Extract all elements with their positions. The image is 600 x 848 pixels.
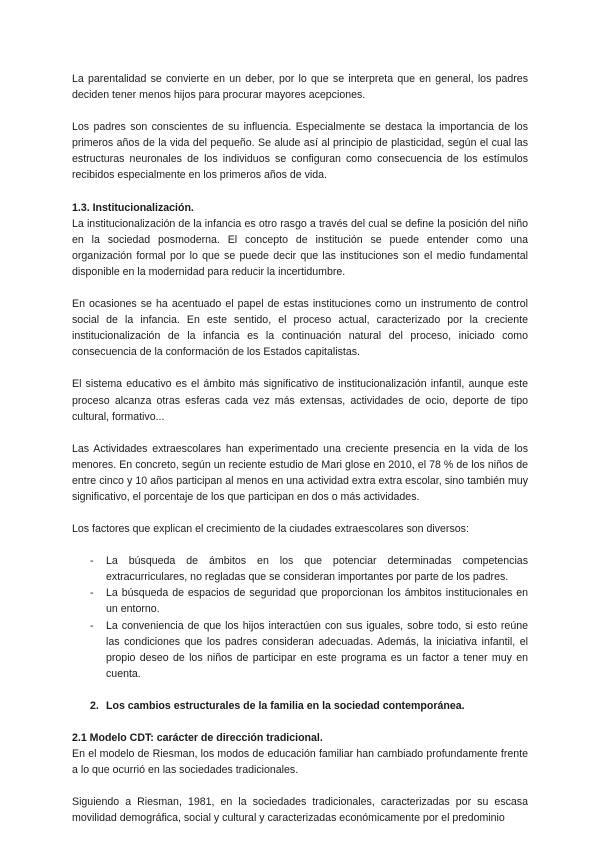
heading-text: Los cambios estructurales de la familia en la sociedad contemporánea. — [106, 699, 465, 712]
paragraph-factores: Los factores que explican el crecimiento de la ciudades extraescolares son diversos: — [72, 523, 469, 536]
heading-number: 2. — [90, 699, 99, 712]
paragraph-riesman: En el modelo de Riesman, los modos de educación familiar han cambiado profundamente frente a lo que ocurrió en las sociedades tradicionales. — [72, 748, 528, 777]
paragraph-institucionalizacion: La institucionalización de la infancia es otro rasgo a través del cual se define la posición del niño en la sociedad posmoderna. El concepto de institución se puede entender como una organización formal por lo que se puede decir que las instituciones son el medio fundamental disponible en la modernidad para reducir la incertidumbre. — [72, 217, 528, 278]
paragraph-parentalidad: La parentalidad se convierte en un deber, por lo que se interpreta que en general, los padres deciden tener menos hijos para procurar mayores acepciones. — [72, 73, 528, 102]
paragraph-sociedades-tradicionales: Siguiendo a Riesman, 1981, en la sociedades tradicionales, caracterizadas por su escasa movilidad demográfica, social y cultural y caracterizadas económicamente por el predominio — [72, 796, 528, 825]
heading-institucionalizacion: 1.3. Institucionalización. — [72, 201, 194, 214]
factors-list — [72, 553, 528, 682]
document-body — [72, 71, 528, 826]
list-item: - La conveniencia de que los hijos interactúen con sus iguales, sobre todo, si esto reúne las condiciones que los padres consideran adecuadas. Además, la iniciativa infantil, el propio deseo de los niños de participar en este programa es un factor a tener muy en cuenta. — [72, 618, 528, 682]
heading-cambios-estructurales — [72, 698, 528, 714]
paragraph-control-social: En ocasiones se ha acentuado el papel de estas instituciones como un instrumento de control social de la infancia. En este sentido, el proceso actual, caracterizado por la creciente institucionalización de la infancia es la continuación natural del proceso, iniciado como consecuencia de la conformación de los Estados capitalistas. — [72, 298, 528, 359]
paragraph-actividades: Las Actividades extraescolares han experimentado una creciente presencia en la vida de los menores. En concreto, según un reciente estudio de Mari glose en 2010, el 78 % de los niños de entre cinco y 10 años participan al menos en una actividad extra extra escolar, sino también muy significativo, el porcentaje de los que participan en dos o más actividades. — [72, 442, 528, 503]
list-item: - La búsqueda de ámbitos en los que potenciar determinadas competencias extracurriculares, no regladas que se consideran importantes por parte de los padres. — [72, 553, 528, 585]
paragraph-influencia: Los padres son conscientes de su influencia. Especialmente se destaca la importancia de los primeros años de la vida del pequeño. Se alude así al principio de plasticidad, según el cual las estructuras neuronales de los individuos se configuran como consecuencia de los estímulos recibidos especialmente en los primeros años de vida. — [72, 121, 528, 182]
heading-modelo-cdt: 2.1 Modelo CDT: carácter de dirección tradicional. — [72, 732, 323, 744]
paragraph-sistema-educativo: El sistema educativo es el ámbito más significativo de institucionalización infantil, aunque este proceso alcanza otras esferas cada vez más extensas, actividades de ocio, deporte de tipo cultural, formativo... — [72, 378, 528, 423]
list-item: - La búsqueda de espacios de seguridad que proporcionan los ámbitos institucionales en un entorno. — [72, 585, 528, 617]
